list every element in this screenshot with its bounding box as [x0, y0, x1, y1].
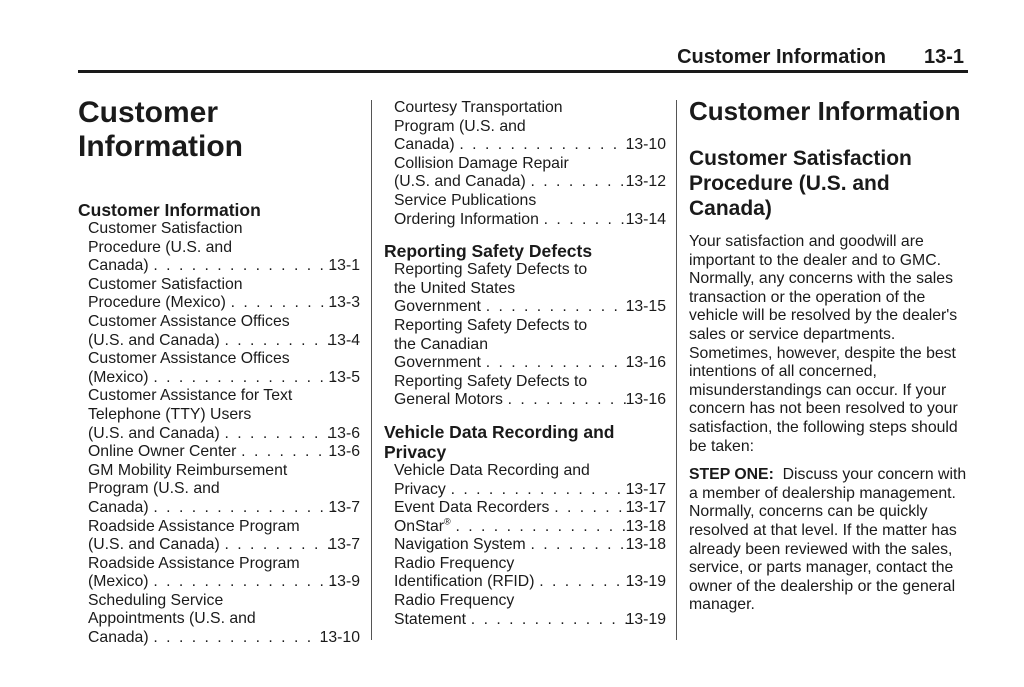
toc-leader-dots	[454, 518, 634, 537]
toc-page-number: 13-7	[328, 536, 360, 554]
toc-entry[interactable]	[394, 536, 666, 555]
toc-leader-dots	[152, 369, 337, 388]
column-divider-left	[371, 100, 372, 640]
toc-group-title: Customer Information	[78, 200, 261, 220]
toc-group	[384, 241, 666, 410]
toc-page-number: 13-16	[625, 391, 666, 409]
toc-entry-line: Procedure (U.S. and	[88, 238, 233, 256]
toc-entry-title: Ordering Information	[394, 210, 539, 228]
toc-entry[interactable]	[394, 261, 666, 317]
toc-entry-line: Radio Frequency	[394, 592, 515, 610]
toc-entry-last-line	[394, 516, 666, 537]
toc-entry-line: Reporting Safety Defects to	[394, 261, 588, 279]
toc-leader-dots	[529, 173, 634, 192]
toc-entry-line: Vehicle Data Recording and	[394, 461, 590, 479]
toc-leader-dots	[469, 611, 634, 630]
toc-entry[interactable]	[394, 518, 666, 537]
toc-groups	[384, 241, 666, 629]
body-column	[689, 96, 971, 625]
toc-entry-line: Courtesy Transportation	[394, 99, 563, 116]
toc-entry-line: GM Mobility Reimbursement	[88, 461, 288, 479]
toc-entry-last-line	[88, 443, 360, 462]
toc-page-number: 13-16	[625, 354, 666, 372]
toc-entry-last-line	[88, 368, 360, 388]
toc-column-1	[78, 96, 360, 648]
intro-paragraph: Your satisfaction and goodwill are important to the dealer and to GMC. Normally, any concerns with the sales transaction or the operation of the vehicle will be resolved by the dealer's sales or service departments. Sometimes, however, despite the best intentions of all concerned, misunderstandings can occur. If your concern has not been resolved to your satisfaction, the following steps should be taken:	[689, 233, 958, 455]
toc-leader-dots	[458, 136, 634, 155]
toc-page-number: 13-5	[328, 368, 360, 386]
toc-leader-dots	[449, 481, 634, 500]
toc-page-number: 13-6	[328, 443, 360, 461]
toc-groups	[78, 200, 360, 648]
toc-entry[interactable]	[394, 592, 666, 629]
toc-entry[interactable]	[88, 518, 360, 555]
column-divider-right	[676, 100, 677, 640]
toc-entry-last-line	[394, 480, 666, 500]
toc-entry-title: (U.S. and Canada)	[394, 173, 526, 191]
toc-entry-line: Customer Assistance Offices	[88, 350, 290, 368]
toc-page-number: 13-17	[625, 499, 666, 517]
toc-leader-dots	[223, 536, 337, 555]
toc-entry-line: Reporting Safety Defects to	[394, 316, 588, 334]
toc-entry-title: Procedure (Mexico)	[88, 294, 226, 312]
toc-entry-title: Canada)	[88, 629, 149, 647]
toc-leader-dots	[529, 536, 634, 555]
toc-entry[interactable]	[394, 192, 666, 229]
toc-entry-last-line	[88, 331, 360, 351]
toc-entry-title: Canada)	[394, 136, 455, 154]
toc-entry-line: Roadside Assistance Program	[88, 554, 300, 572]
header-page-number: 13-1	[923, 46, 964, 68]
toc-entry-last-line	[394, 391, 666, 410]
toc-entry-title: (Mexico)	[88, 368, 149, 386]
registered-mark: ®	[444, 516, 451, 527]
toc-entry-title: (Mexico)	[88, 573, 149, 591]
toc-page-number: 13-3	[328, 294, 360, 312]
toc-entry-title: Canada)	[88, 257, 149, 275]
toc-entry-title: Navigation System	[394, 536, 526, 554]
toc-entry-title: (U.S. and Canada)	[88, 331, 220, 349]
toc-page-number: 13-19	[625, 610, 666, 628]
toc-page-number: 13-7	[328, 498, 360, 516]
toc-leader-dots	[484, 298, 634, 317]
toc-leader-dots	[506, 391, 634, 410]
toc-entry[interactable]	[394, 155, 666, 192]
toc-group-title: Reporting Safety Defects	[384, 241, 593, 262]
header-section-title: Customer Information	[677, 46, 886, 68]
toc-entry[interactable]	[88, 220, 360, 276]
toc-entry[interactable]	[88, 462, 360, 518]
toc-entry-last-line	[394, 210, 666, 230]
toc-entry-last-line	[394, 354, 666, 373]
toc-entry-line: the Canadian	[394, 335, 488, 353]
subsection-title: Customer Satisfaction Procedure (U.S. and Canada)	[689, 147, 912, 220]
toc-entry-title: Online Owner Center	[88, 443, 237, 461]
toc-entry-line: Customer Satisfaction	[88, 275, 243, 293]
toc-entry-line: Appointments (U.S. and	[88, 610, 256, 628]
toc-entry-title: Privacy	[394, 480, 446, 498]
toc-entry-title: (U.S. and Canada)	[88, 536, 220, 554]
toc-entry-line: Collision Damage Repair	[394, 154, 569, 172]
toc-entry-line: Radio Frequency	[394, 554, 515, 572]
toc-entry-line: Telephone (TTY) Users	[88, 405, 252, 423]
toc-entry-title: General Motors	[394, 391, 503, 409]
toc-leader-dots	[537, 573, 633, 592]
step-one-paragraph	[689, 466, 971, 615]
toc-entry[interactable]	[88, 592, 360, 648]
toc-entry-last-line	[394, 298, 666, 317]
toc-entry-title: Statement	[394, 610, 467, 628]
toc-entry-last-line	[394, 499, 666, 518]
toc-entry-last-line	[88, 257, 360, 276]
toc-entry-line: Program (U.S. and	[394, 117, 526, 135]
toc-entry-last-line	[88, 629, 360, 648]
toc-entry[interactable]	[394, 555, 666, 592]
toc-entry-last-line	[394, 536, 666, 555]
toc-leader-dots	[152, 499, 337, 518]
toc-group	[78, 200, 360, 648]
toc-entry[interactable]	[88, 555, 360, 592]
toc-entry-title: Government	[394, 298, 481, 316]
toc-entry-last-line	[88, 294, 360, 313]
toc-group	[384, 422, 666, 629]
toc-leader-dots	[152, 629, 328, 648]
toc-entry-title: Canada)	[88, 498, 149, 516]
toc-leader-dots	[223, 425, 337, 444]
toc-entry-line: Service Publications	[394, 191, 537, 209]
toc-page-number: 13-6	[328, 424, 360, 442]
toc-entry-line: Reporting Safety Defects to	[394, 372, 588, 390]
chapter-title: Customer Information	[78, 96, 243, 163]
section-title: Customer Information	[689, 96, 961, 126]
toc-page-number: 13-15	[625, 298, 666, 316]
toc-group-title: Vehicle Data Recording and Privacy	[384, 421, 615, 462]
toc-column-2	[384, 99, 666, 629]
toc-page-number: 13-10	[625, 136, 666, 154]
toc-page-number: 13-18	[625, 536, 666, 554]
toc-entry[interactable]	[88, 313, 360, 350]
toc-entry-line: Scheduling Service	[88, 591, 224, 609]
toc-page-number: 13-17	[625, 480, 666, 498]
toc-entry-title: Government	[394, 354, 481, 372]
toc-entry[interactable]	[394, 499, 666, 518]
toc-entry-line: Customer Assistance for Text	[88, 387, 293, 405]
toc-entry-title: Identification (RFID)	[394, 573, 535, 591]
toc-entry-line: Program (U.S. and	[88, 480, 220, 498]
toc-leader-dots	[239, 443, 336, 462]
toc-page-number: 13-9	[328, 573, 360, 591]
page-header	[78, 42, 968, 73]
toc-leader-dots	[152, 257, 337, 276]
toc-entry-last-line	[88, 424, 360, 444]
toc-entry[interactable]	[88, 350, 360, 387]
toc-leader-dots	[542, 211, 634, 230]
toc-entry-title: OnStar®	[394, 516, 451, 535]
step-one-text: Discuss your concern with a member of dealership management. Normally, concerns can be quickly resolved at that level. If the matter has already been reviewed with the sales, service, or parts manager, contact the owner of the dealership or the general manager.	[689, 466, 967, 614]
toc-leader-dots	[223, 332, 337, 351]
toc-entry-last-line	[394, 610, 666, 630]
toc-entry-line: Roadside Assistance Program	[88, 517, 300, 535]
toc-entry-last-line	[394, 136, 666, 155]
toc-continued-entries	[384, 99, 666, 229]
toc-entry[interactable]	[394, 373, 666, 410]
toc-entry-last-line	[88, 536, 360, 555]
toc-page-number: 13-18	[625, 517, 666, 535]
toc-entry[interactable]	[394, 317, 666, 373]
toc-page-number: 13-19	[625, 573, 666, 591]
toc-entry-title: (U.S. and Canada)	[88, 424, 220, 442]
toc-entry-last-line	[88, 498, 360, 518]
toc-leader-dots	[484, 354, 634, 373]
toc-entry[interactable]	[88, 276, 360, 313]
toc-entry[interactable]	[88, 387, 360, 443]
toc-page-number: 13-4	[328, 331, 360, 349]
toc-entry-last-line	[88, 573, 360, 592]
toc-leader-dots	[152, 573, 337, 592]
toc-page-number: 13-14	[625, 210, 666, 228]
toc-entry-last-line	[394, 173, 666, 192]
toc-entry-title: Event Data Recorders	[394, 499, 550, 517]
toc-entry-last-line	[394, 573, 666, 592]
toc-entry[interactable]	[394, 99, 666, 155]
step-one-label: STEP ONE:	[689, 466, 774, 484]
toc-page-number: 13-12	[625, 173, 666, 191]
toc-entry-line: the United States	[394, 279, 516, 297]
toc-page-number: 13-1	[328, 257, 360, 275]
toc-entry-line: Customer Assistance Offices	[88, 312, 290, 330]
toc-page-number: 13-10	[319, 629, 360, 647]
toc-leader-dots	[552, 499, 633, 518]
toc-entry[interactable]	[88, 443, 360, 462]
toc-entry-line: Customer Satisfaction	[88, 220, 243, 237]
toc-leader-dots	[229, 294, 337, 313]
toc-entry[interactable]	[394, 462, 666, 499]
